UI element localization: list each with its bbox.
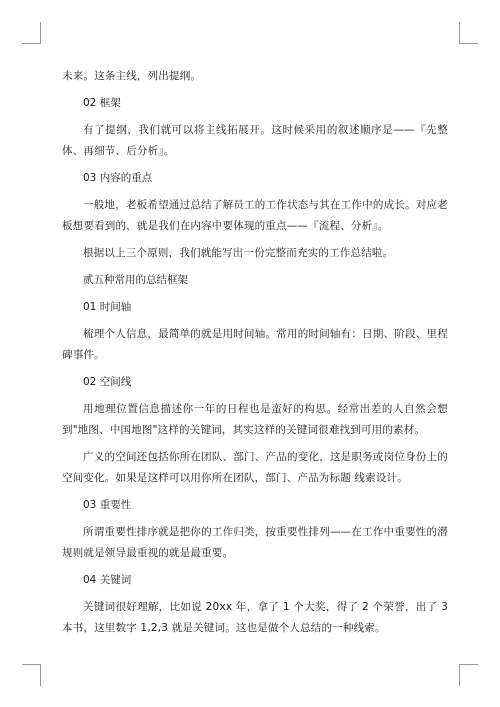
paragraph: 广义的空间还包括你所在团队、部门、产品的变化，这是职务或岗位身份上的空间变化。如果是这样可以用你所在团队，部门、产品为标题 线索设计。 <box>62 451 448 484</box>
crop-mark-bottom-left <box>22 664 41 665</box>
crop-mark-top-right <box>459 22 460 44</box>
paragraph: 梳理个人信息，最简单的就是用时间轴。常用的时间轴有：日期、阶段、里程碑事件。 <box>62 328 448 361</box>
paragraph: 一般地，老板希望通过总结了解员工的工作状态与其在工作中的成长。对应老板想要看到的，就是我们在内容中要体现的重点——『流程、分析』。 <box>62 199 448 232</box>
paragraph: 关键词很好理解，比如说 20xx 年，拿了 1 个大奖，得了 2 个荣誉，出了 3 本书，这里数字 1,2,3 就是关键词。这也是做个人总结的一种线索。 <box>62 601 448 634</box>
crop-mark-bottom-left <box>40 664 41 686</box>
paragraph: 根据以上三个原则，我们就能写出一份完整而充实的工作总结啦。 <box>83 247 394 259</box>
section-heading: 02 框架 <box>83 97 121 109</box>
crop-mark-bottom-right <box>459 664 460 686</box>
crop-mark-top-left <box>22 43 41 44</box>
paragraph: 有了提纲，我们就可以将主线拓展开。这时候采用的叙述顺序是——『先整体、再细节、后分析』。 <box>62 124 448 157</box>
document-body <box>62 66 448 645</box>
section-heading: 03 内容的重点 <box>83 172 153 184</box>
section-heading: 03 重要性 <box>83 499 132 511</box>
paragraph: 用地理位置信息描述你一年的日程也是蛮好的构思。经常出差的人自然会想到"地图、中国地图"这样的关键词，其实这样的关键词很难找到可用的素材。 <box>62 403 448 436</box>
paragraph: 未来。这条主线，列出提纲。 <box>62 70 202 82</box>
crop-mark-top-right <box>459 43 478 44</box>
section-heading: 02 空间线 <box>83 376 132 388</box>
crop-mark-top-left <box>40 22 41 44</box>
section-heading: 贰五种常用的总结框架 <box>83 274 188 286</box>
crop-mark-bottom-right <box>459 664 478 665</box>
section-heading: 01 时间轴 <box>83 301 132 313</box>
paragraph: 所谓重要性排序就是把你的工作归类，按重要性排列——在工作中重要性的潜规则就是领导最重视的就是最重要。 <box>62 526 448 559</box>
section-heading: 04 关键词 <box>83 574 132 586</box>
